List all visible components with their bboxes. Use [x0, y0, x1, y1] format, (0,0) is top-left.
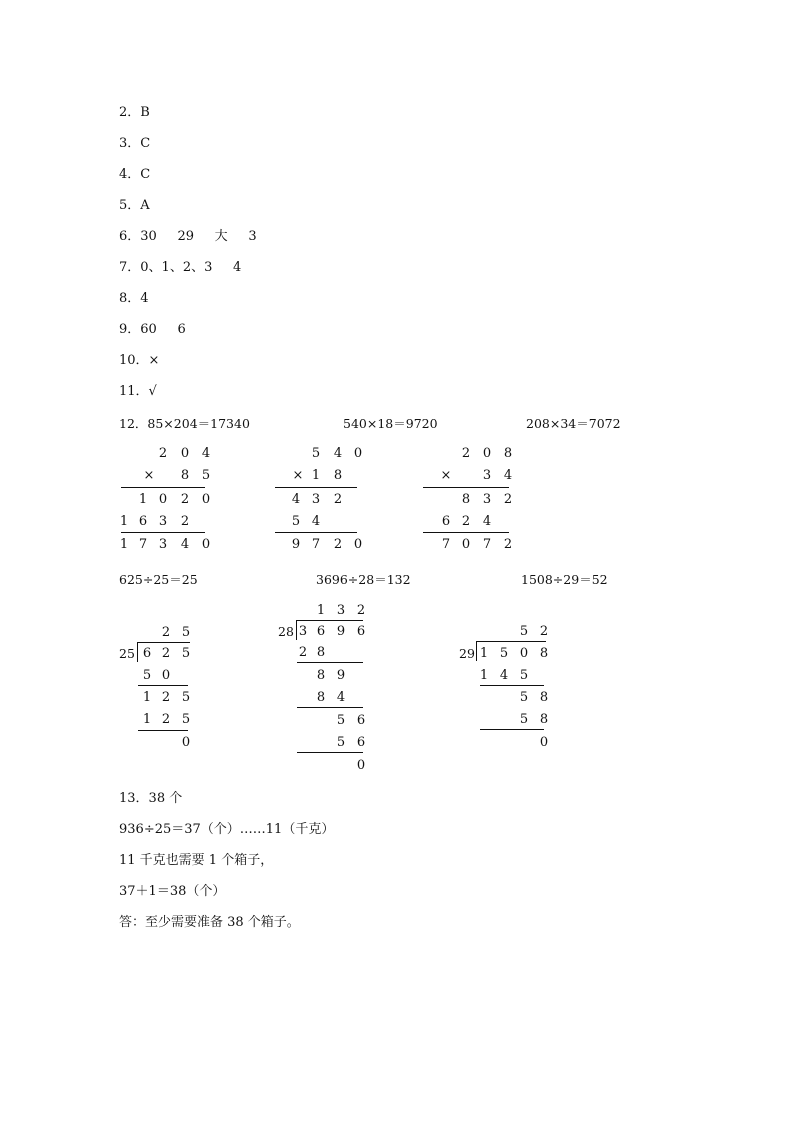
divisor: 28: [278, 624, 294, 639]
digit: 4: [291, 492, 301, 507]
rule-line: [297, 662, 363, 663]
digit: 2: [158, 446, 168, 461]
dividend-digit: 6: [316, 624, 326, 639]
remainder: 0: [181, 735, 191, 750]
digit: 2: [161, 712, 171, 727]
digit: 6: [356, 735, 366, 750]
digit: 4: [180, 537, 190, 552]
digit: 1: [479, 668, 489, 683]
digit: 2: [180, 492, 190, 507]
rule-line: [121, 532, 205, 533]
digit: 5: [519, 712, 529, 727]
digit: 8: [461, 492, 471, 507]
dividend-digit: 5: [181, 646, 191, 661]
digit: 6: [138, 514, 148, 529]
digit: 1: [138, 492, 148, 507]
digit: 1: [119, 537, 129, 552]
quotient-digit: 5: [181, 625, 191, 640]
quotient-digit: 2: [161, 625, 171, 640]
digit: 6: [356, 713, 366, 728]
rule-line: [480, 729, 544, 730]
rule-line: [275, 532, 357, 533]
answer-9: 9．60 6: [119, 322, 186, 337]
digit: 5: [336, 713, 346, 728]
division-bar: [138, 642, 190, 643]
digit: 5: [311, 446, 321, 461]
divisor: 25: [119, 646, 135, 661]
digit: 5: [336, 735, 346, 750]
digit: 0: [353, 446, 363, 461]
div-equation-2: 3696÷28＝132: [316, 572, 411, 587]
digit: 4: [201, 446, 211, 461]
digit: 1: [142, 712, 152, 727]
digit: 9: [291, 537, 301, 552]
digit: 7: [311, 537, 321, 552]
rule-line: [121, 487, 205, 488]
multiply-sign: ×: [143, 468, 155, 483]
digit: 2: [333, 492, 343, 507]
digit: 3: [482, 468, 492, 483]
answer-8: 8．4: [119, 291, 149, 306]
dividend-digit: 6: [356, 624, 366, 639]
multiply-sign: ×: [440, 468, 452, 483]
answer-6: 6．30 29 大 3: [119, 229, 257, 244]
digit: 7: [482, 537, 492, 552]
digit: 4: [482, 514, 492, 529]
dividend-digit: 8: [539, 646, 549, 661]
quotient-digit: 1: [316, 603, 326, 618]
rule-line: [138, 730, 188, 731]
digit: 0: [461, 537, 471, 552]
digit: 2: [461, 514, 471, 529]
digit: 8: [503, 446, 513, 461]
answer-3: 3．C: [119, 136, 151, 151]
remainder: 0: [539, 735, 549, 750]
digit: 7: [441, 537, 451, 552]
answer-7: 7．0、1、2、3 4: [119, 260, 242, 275]
dividend-digit: 9: [336, 624, 346, 639]
digit: 9: [336, 668, 346, 683]
dividend-digit: 6: [142, 646, 152, 661]
multiply-sign: ×: [292, 468, 304, 483]
digit: 1: [311, 468, 321, 483]
final-answer: 答：至少需要准备 38 个箱子。: [119, 915, 300, 930]
digit: 4: [311, 514, 321, 529]
digit: 0: [353, 537, 363, 552]
answer-10: 10．×: [119, 353, 160, 368]
answer-4: 4．C: [119, 167, 151, 182]
digit: 2: [333, 537, 343, 552]
division-bracket: [137, 642, 138, 662]
quotient-digit: 2: [539, 624, 549, 639]
digit: 3: [158, 514, 168, 529]
rule-line: [275, 487, 357, 488]
digit: 1: [119, 514, 129, 529]
digit: 5: [519, 690, 529, 705]
digit: 2: [503, 537, 513, 552]
digit: 8: [316, 668, 326, 683]
digit: 1: [142, 690, 152, 705]
answer-5: 5．A: [119, 198, 150, 213]
digit: 7: [138, 537, 148, 552]
digit: 4: [503, 468, 513, 483]
division-bar: [297, 620, 363, 621]
digit: 8: [333, 468, 343, 483]
division-bar: [477, 641, 546, 642]
solution-line-2: 11 千克也需要 1 个箱子，: [119, 853, 274, 868]
rule-line: [297, 752, 363, 753]
digit: 0: [201, 537, 211, 552]
digit: 6: [441, 514, 451, 529]
answer-13: 13．38 个: [119, 791, 183, 806]
quotient-digit: 3: [336, 603, 346, 618]
dividend-digit: 3: [298, 624, 308, 639]
digit: 5: [291, 514, 301, 529]
digit: 2: [503, 492, 513, 507]
digit: 4: [499, 668, 509, 683]
answer-11: 11．√: [119, 384, 157, 399]
digit: 5: [142, 668, 152, 683]
digit: 5: [201, 468, 211, 483]
digit: 0: [161, 668, 171, 683]
quotient-digit: 5: [519, 624, 529, 639]
digit: 5: [181, 690, 191, 705]
digit: 3: [311, 492, 321, 507]
digit: 5: [181, 712, 191, 727]
solution-line-1: 936÷25＝37（个）……11（千克）: [119, 822, 335, 837]
dividend-digit: 5: [499, 646, 509, 661]
rule-line: [480, 685, 544, 686]
digit: 8: [316, 690, 326, 705]
dividend-digit: 0: [519, 646, 529, 661]
digit: 3: [158, 537, 168, 552]
digit: 2: [161, 690, 171, 705]
dividend-digit: 2: [161, 646, 171, 661]
div-equation-1: 625÷25＝25: [119, 572, 198, 587]
solution-line-3: 37＋1＝38（个）: [119, 884, 226, 899]
digit: 2: [298, 645, 308, 660]
divisor: 29: [459, 646, 475, 661]
digit: 4: [336, 690, 346, 705]
digit: 5: [519, 668, 529, 683]
digit: 8: [316, 645, 326, 660]
div-equation-3: 1508÷29＝52: [521, 572, 608, 587]
digit: 2: [180, 514, 190, 529]
digit: 0: [482, 446, 492, 461]
digit: 0: [201, 492, 211, 507]
quotient-digit: 2: [356, 603, 366, 618]
rule-line: [138, 685, 188, 686]
answer-2: 2．B: [119, 105, 150, 120]
mult-equation-3: 208×34＝7072: [526, 416, 621, 431]
digit: 8: [539, 690, 549, 705]
remainder: 0: [356, 758, 366, 773]
mult-equation-1: 12．85×204＝17340: [119, 416, 250, 431]
dividend-digit: 1: [479, 646, 489, 661]
digit: 8: [180, 468, 190, 483]
rule-line: [423, 532, 509, 533]
mult-equation-2: 540×18＝9720: [343, 416, 438, 431]
digit: 0: [180, 446, 190, 461]
rule-line: [423, 487, 509, 488]
digit: 3: [482, 492, 492, 507]
digit: 8: [539, 712, 549, 727]
digit: 4: [333, 446, 343, 461]
digit: 0: [158, 492, 168, 507]
digit: 2: [461, 446, 471, 461]
rule-line: [297, 707, 363, 708]
